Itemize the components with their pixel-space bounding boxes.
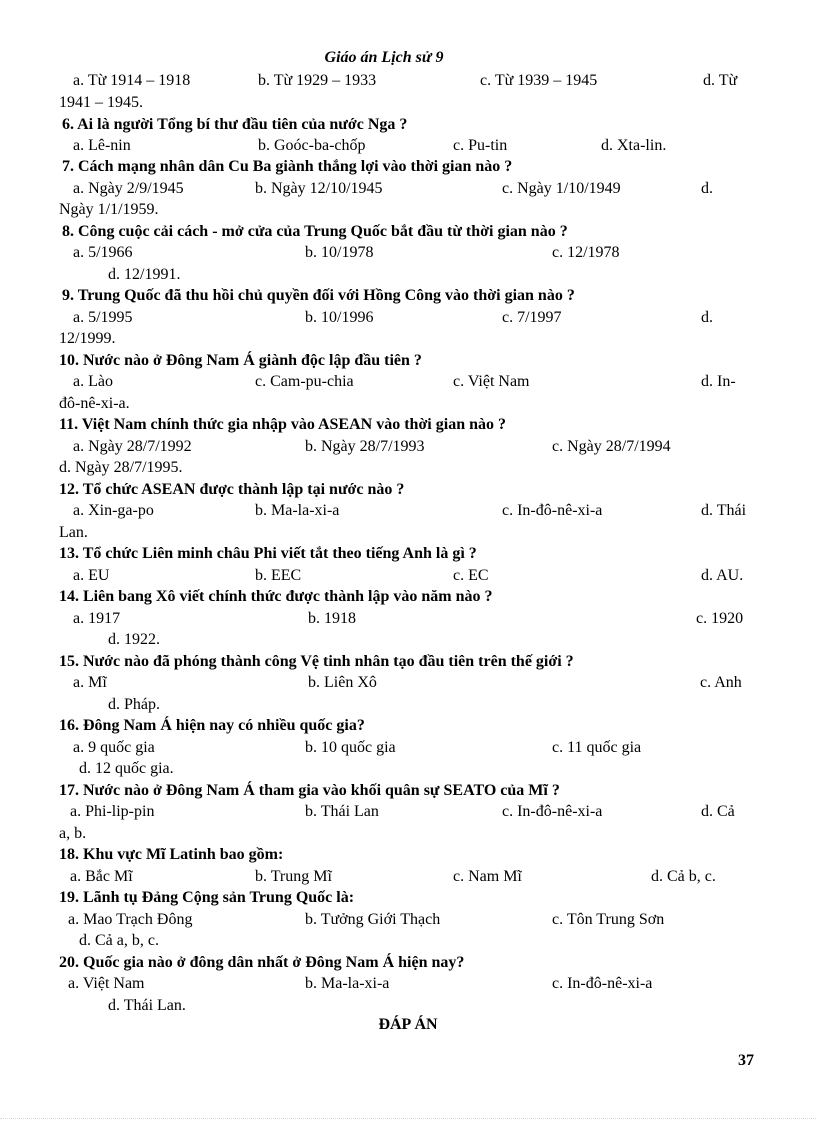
q8-option-c: c. 12/1978	[552, 244, 620, 261]
q10-option-b: c. Cam-pu-chia	[255, 373, 354, 390]
q10-option-a: a. Lào	[73, 373, 113, 390]
q20-option-c: c. In-đô-nê-xi-a	[552, 975, 653, 992]
q20-text: 20. Quốc gia nào ở đông dân nhất ở Đông Nam Á hiện nay?	[59, 954, 465, 971]
q13-option-b: b. EEC	[255, 567, 302, 584]
q5-option-b: b. Từ 1929 – 1933	[258, 72, 377, 89]
q11-option-a: a. Ngày 28/7/1992	[73, 438, 192, 455]
q15-option-c: c. Anh	[700, 674, 742, 691]
q7-text: 7. Cách mạng nhân dân Cu Ba giành thắng lợi vào thời gian nào ?	[62, 158, 513, 175]
q13-option-c: c. EC	[453, 567, 489, 584]
q18-option-b: b. Trung Mĩ	[255, 868, 332, 885]
q12-option-b: b. Ma-la-xi-a	[255, 502, 340, 519]
q17-option-d: d. Cả	[701, 803, 735, 820]
q12-option-c: c. In-đô-nê-xi-a	[502, 502, 603, 519]
q5-option-d: d. Từ	[703, 72, 738, 89]
q7-option-d-cont: Ngày 1/1/1959.	[59, 201, 159, 218]
q20-option-d: d. Thái Lan.	[108, 997, 186, 1014]
q16-option-c: c. 11 quốc gia	[552, 739, 642, 756]
q18-option-a: a. Bắc Mĩ	[70, 868, 133, 885]
q14-option-d: d. 1922.	[108, 631, 160, 648]
q11-text: 11. Việt Nam chính thức gia nhập vào ASEAN vào thời gian nào ?	[59, 416, 506, 433]
q14-option-b: b. 1918	[308, 610, 356, 627]
q9-text: 9. Trung Quốc đã thu hồi chủ quyền đối với Hồng Công vào thời gian nào ?	[62, 287, 575, 304]
q5-option-c: c. Từ 1939 – 1945	[480, 72, 598, 89]
q10-option-c: c. Việt Nam	[453, 373, 530, 390]
q15-text: 15. Nước nào đã phóng thành công Vệ tinh nhân tạo đầu tiên trên thế giới ?	[59, 653, 574, 670]
q14-option-c: c. 1920	[696, 610, 744, 627]
q6-option-c: c. Pu-tin	[453, 137, 508, 154]
q16-option-a: a. 9 quốc gia	[73, 739, 155, 756]
q12-option-a: a. Xin-ga-po	[73, 502, 154, 519]
page-bottom-border	[0, 1118, 816, 1119]
q8-option-b: b. 10/1978	[305, 244, 374, 261]
q9-option-c: c. 7/1997	[502, 309, 562, 326]
q15-option-d: d. Pháp.	[108, 696, 160, 713]
q11-option-d: d. Ngày 28/7/1995.	[59, 459, 183, 476]
q19-text: 19. Lãnh tụ Đảng Cộng sản Trung Quốc là:	[59, 889, 355, 906]
q18-option-c: c. Nam Mĩ	[453, 868, 522, 885]
q11-option-c: c. Ngày 28/7/1994	[552, 438, 671, 455]
q10-option-d-cont: đô-nê-xi-a.	[59, 395, 130, 412]
q12-option-d-cont: Lan.	[59, 524, 88, 541]
q7-option-a: a. Ngày 2/9/1945	[73, 180, 184, 197]
q8-option-a: a. 5/1966	[73, 244, 133, 261]
q7-option-c: c. Ngày 1/10/1949	[502, 180, 621, 197]
q20-option-a: a. Việt Nam	[68, 975, 145, 992]
q6-option-a: a. Lê-nin	[73, 137, 131, 154]
q10-text: 10. Nước nào ở Đông Nam Á giành độc lập đầu tiên ?	[59, 352, 422, 369]
q14-option-a: a. 1917	[73, 610, 121, 627]
q16-option-b: b. 10 quốc gia	[305, 739, 396, 756]
q16-option-d: d. 12 quốc gia.	[79, 760, 174, 777]
q7-option-b: b. Ngày 12/10/1945	[255, 180, 383, 197]
q8-text: 8. Công cuộc cải cách - mở cửa của Trung Quốc bắt đầu từ thời gian nào ?	[62, 223, 568, 240]
q5-option-d-cont: 1941 – 1945.	[59, 94, 143, 111]
q11-option-b: b. Ngày 28/7/1993	[305, 438, 425, 455]
q9-option-a: a. 5/1995	[73, 309, 133, 326]
page-number: 37	[738, 1052, 754, 1069]
page-header: Giáo án Lịch sử 9	[324, 49, 444, 66]
q19-option-b: b. Tưởng Giới Thạch	[305, 911, 441, 928]
q5-option-a: a. Từ 1914 – 1918	[73, 72, 191, 89]
q12-option-d: d. Thái	[701, 502, 747, 519]
q9-option-b: b. 10/1996	[305, 309, 374, 326]
q19-option-a: a. Mao Trạch Đông	[68, 911, 193, 928]
q9-option-d: d.	[701, 309, 713, 326]
q15-option-b: b. Liên Xô	[308, 674, 377, 691]
q17-option-d-cont: a, b.	[59, 825, 87, 842]
q12-text: 12. Tổ chức ASEAN được thành lập tại nước nào ?	[59, 481, 405, 498]
q17-text: 17. Nước nào ở Đông Nam Á tham gia vào khối quân sự SEATO của Mĩ ?	[59, 782, 560, 799]
q15-option-a: a. Mĩ	[73, 674, 107, 691]
q6-option-b: b. Goóc-ba-chốp	[258, 137, 366, 154]
q6-text: 6. Ai là người Tổng bí thư đầu tiên của nước Nga ?	[62, 116, 408, 133]
answer-key-heading: ĐÁP ÁN	[378, 1016, 438, 1033]
q13-option-d: d. AU.	[701, 567, 744, 584]
q13-option-a: a. EU	[73, 567, 110, 584]
q18-text: 18. Khu vực Mĩ Latinh bao gồm:	[59, 846, 284, 863]
q8-option-d: d. 12/1991.	[108, 266, 181, 283]
q18-option-d: d. Cả b, c.	[651, 868, 716, 885]
q9-option-d-cont: 12/1999.	[59, 330, 116, 347]
q13-text: 13. Tổ chức Liên minh châu Phi viết tắt theo tiếng Anh là gì ?	[59, 545, 477, 562]
q20-option-b: b. Ma-la-xi-a	[305, 975, 390, 992]
q10-option-d: d. In-	[701, 373, 736, 390]
q17-option-a: a. Phi-lip-pin	[70, 803, 155, 820]
q17-option-c: c. In-đô-nê-xi-a	[502, 803, 603, 820]
q7-option-d: d.	[701, 180, 713, 197]
q17-option-b: b. Thái Lan	[305, 803, 379, 820]
q19-option-c: c. Tôn Trung Sơn	[552, 911, 665, 928]
q6-option-d: d. Xta-lin.	[601, 137, 667, 154]
q14-text: 14. Liên bang Xô viết chính thức được thành lập vào năm nào ?	[59, 588, 493, 605]
q19-option-d: d. Cả a, b, c.	[79, 932, 159, 949]
q16-text: 16. Đông Nam Á hiện nay có nhiều quốc gia?	[59, 717, 365, 734]
